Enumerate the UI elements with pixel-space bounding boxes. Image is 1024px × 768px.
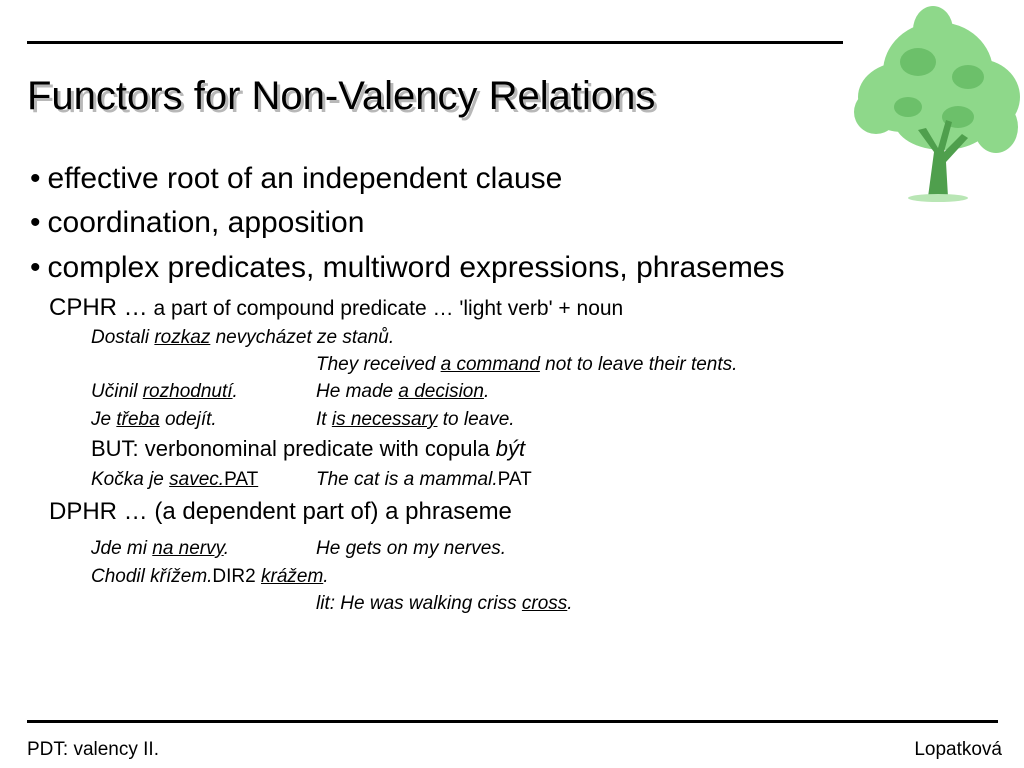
- bottom-divider: [27, 720, 998, 723]
- example-czech: Jde mi na nervy.: [91, 538, 229, 559]
- example-czech: Dostali rozkaz nevycházet ze stanů.: [91, 327, 395, 348]
- cphr-description: a part of compound predicate … 'light verb' + noun: [147, 297, 624, 320]
- footer-author: Lopatková: [914, 739, 1002, 760]
- example-czech: Chodil křížem.DIR2 krážem.: [91, 566, 329, 587]
- example-czech: Kočka je savec.PAT: [91, 469, 259, 490]
- example-czech: Učinil rozhodnutí.: [91, 381, 238, 402]
- bullet-text: effective root of an independent clause: [47, 162, 563, 195]
- bullet-text: complex predicates, multiword expressions, phrasemes: [47, 251, 785, 284]
- top-divider: [27, 41, 843, 44]
- bullet-item: [30, 162, 562, 196]
- but-note: BUT: verbonominal predicate with copula být: [91, 436, 526, 461]
- example-translation: It is necessary to leave.: [316, 409, 515, 430]
- example-translation: The cat is a mammal.PAT: [316, 469, 532, 490]
- example-translation: He made a decision.: [316, 381, 490, 402]
- dphr-heading: DPHR … (a dependent part of) a phraseme: [49, 498, 512, 525]
- bullet-item: [30, 206, 364, 240]
- example-translation: They received a command not to leave their tents.: [316, 354, 738, 375]
- cphr-label: CPHR …: [49, 294, 148, 321]
- bullet-symbol: •: [30, 206, 41, 239]
- bullet-text: coordination, apposition: [47, 206, 365, 239]
- bullet-item: [30, 251, 785, 285]
- example-czech: Je třeba odejít.: [91, 409, 217, 430]
- example-translation: He gets on my nerves.: [316, 538, 507, 559]
- bullet-symbol: •: [30, 162, 41, 195]
- slide-title: Functors for Non-Valency Relations: [27, 74, 656, 118]
- tree-logo-icon: [848, 2, 1024, 202]
- cphr-heading: [49, 294, 623, 322]
- footer-course-title: PDT: valency II.: [27, 739, 159, 760]
- bullet-symbol: •: [30, 251, 41, 284]
- example-translation: lit: He was walking criss cross.: [316, 593, 573, 614]
